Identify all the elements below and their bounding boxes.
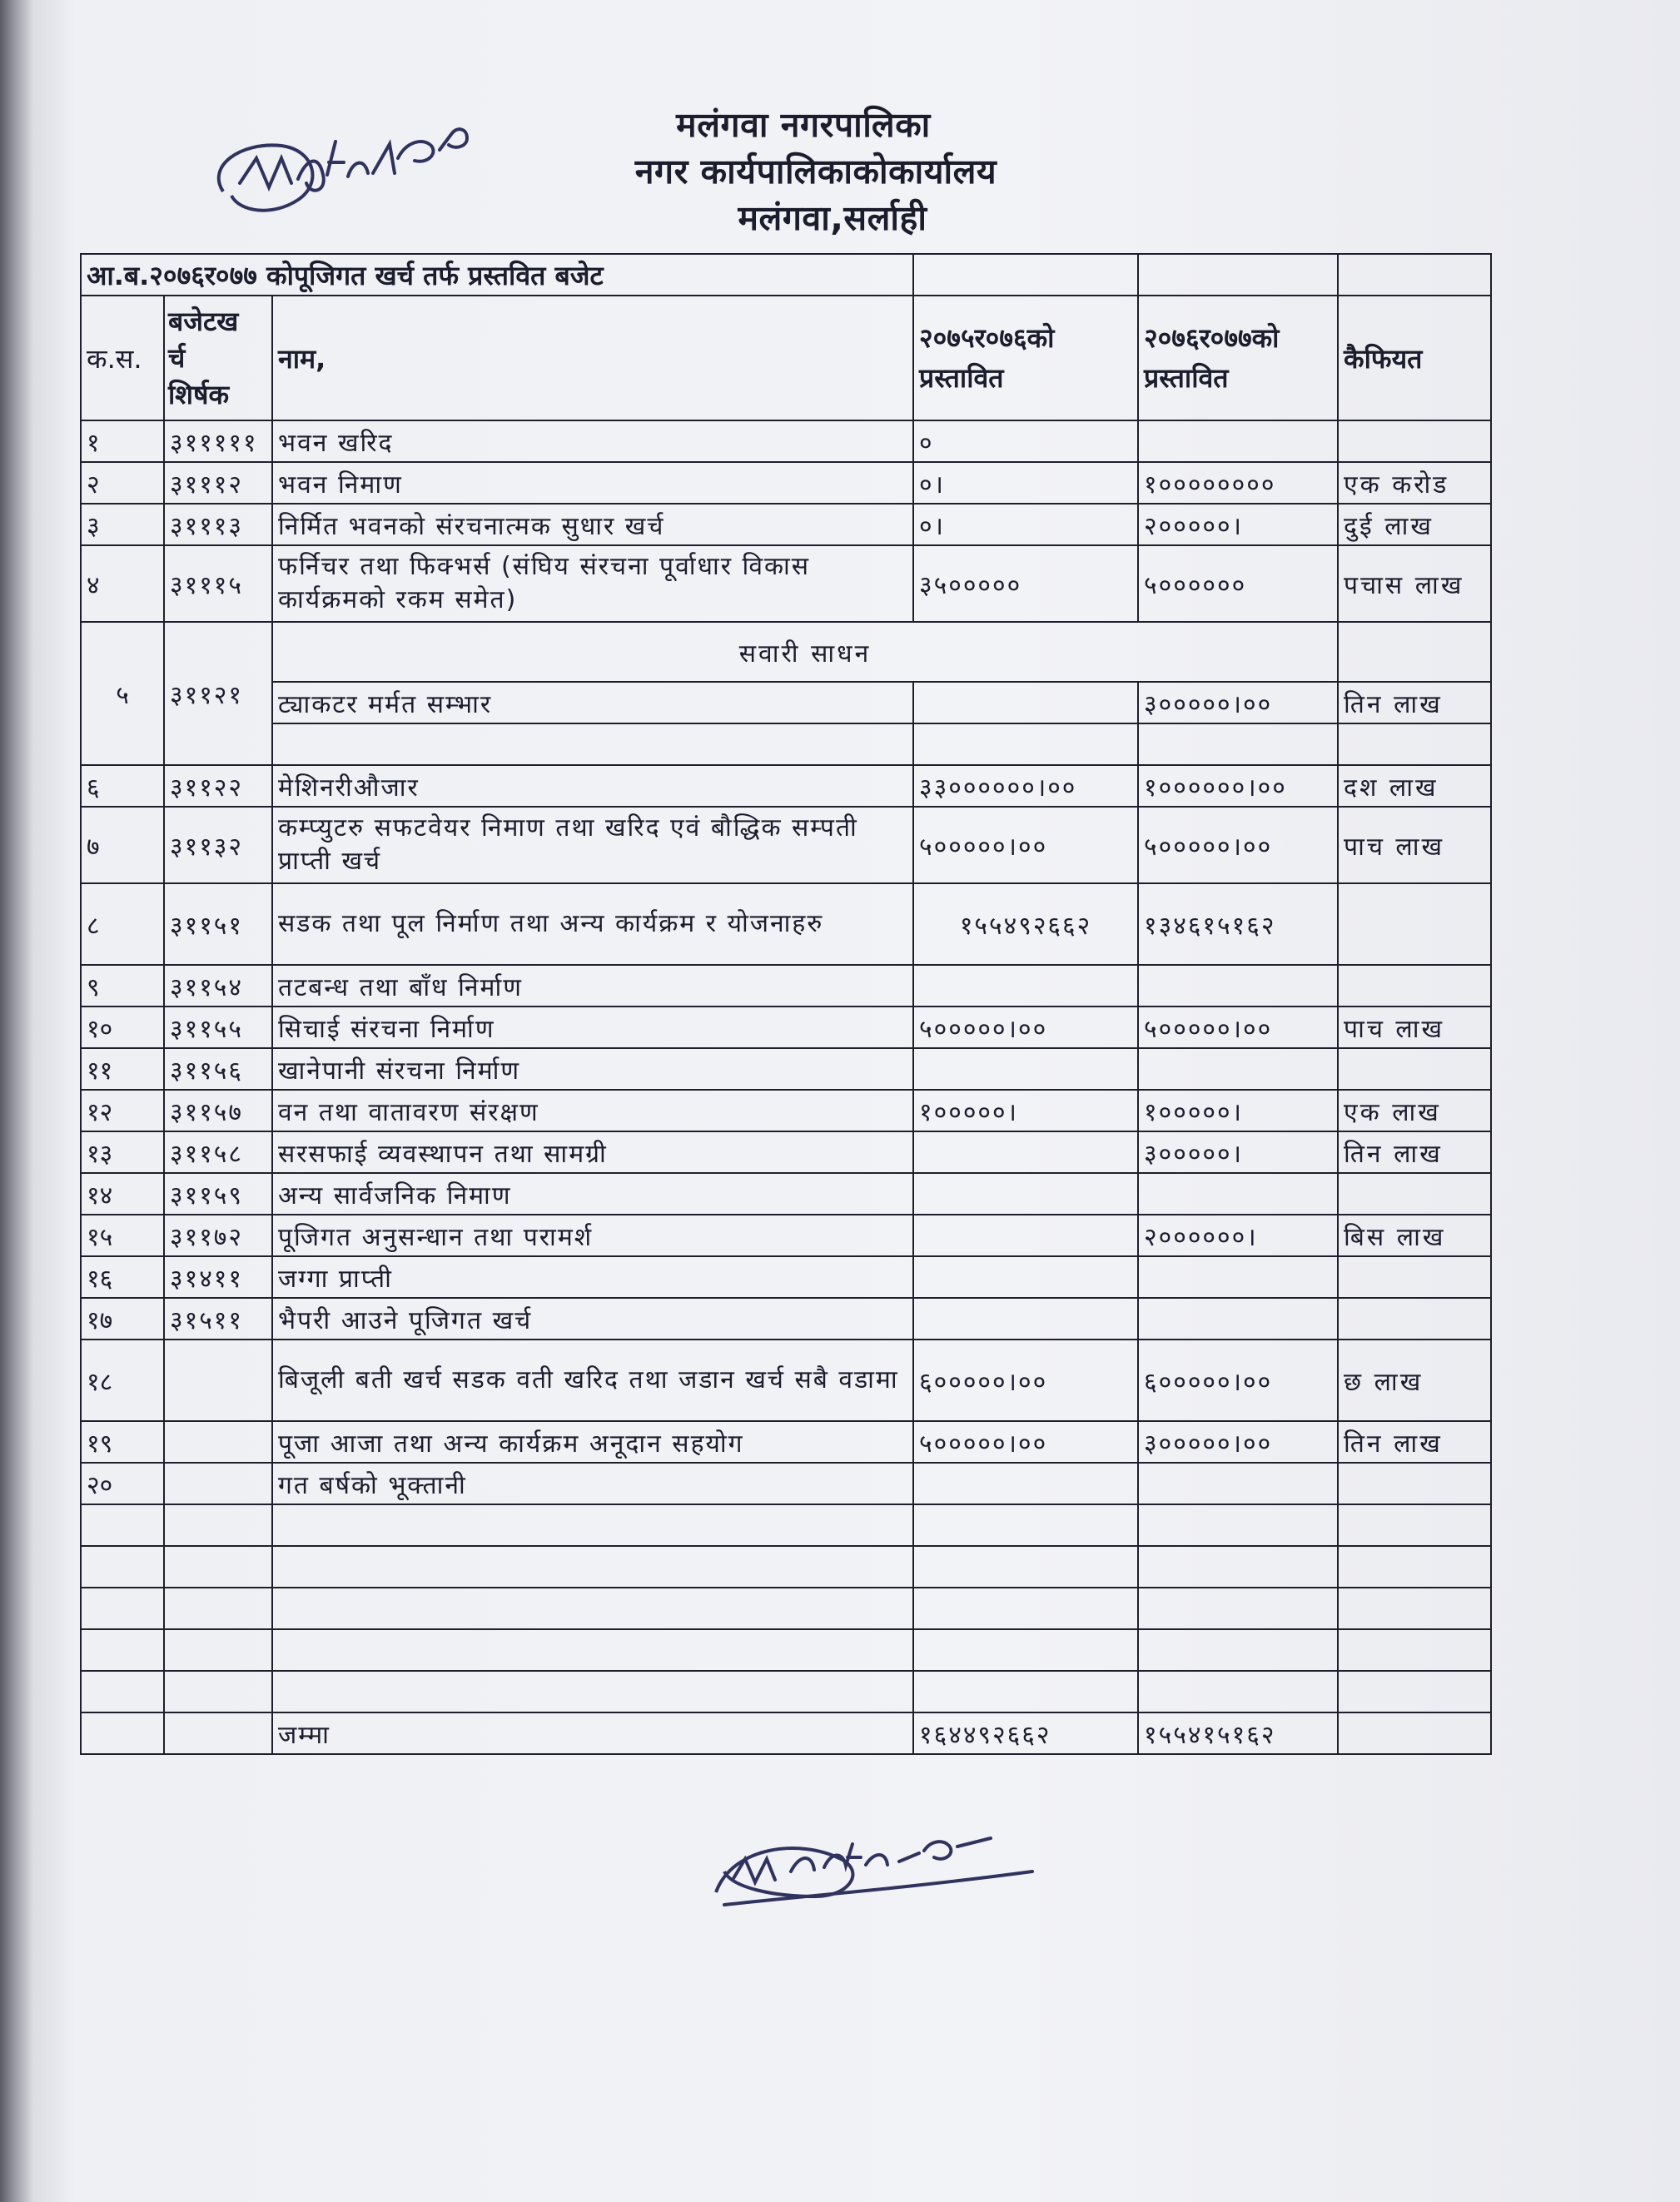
table-row: २० गत बर्षको भूक्तानी	[81, 1463, 1491, 1504]
table-title-row	[81, 254, 1491, 296]
total-label: जम्मा	[272, 1712, 913, 1754]
office-header	[574, 102, 1107, 241]
total-curr: १५५४१५१६२	[1138, 1712, 1338, 1754]
empty-row	[81, 1546, 1491, 1588]
table-row: २ ३१११२ भवन निमाण ०। १०००००००० एक करोड	[81, 462, 1491, 504]
table-row: ६ ३११२२ मेशिनरीऔजार ३३००००००।०० १००००००।०० दश लाख	[81, 765, 1491, 807]
empty-row	[81, 1504, 1491, 1546]
table-row: १९ पूजा आजा तथा अन्य कार्यक्रम अनूदान सहयोग ५०००००।०० ३०००००।०० तिन लाख	[81, 1421, 1491, 1463]
col-name-header: नाम,	[272, 296, 913, 420]
table-row: १० ३११५५ सिचाई संरचना निर्माण ५०००००।०० ५०००००।०० पाच लाख	[81, 1007, 1491, 1048]
header-row	[81, 296, 1491, 420]
table-row: १८ बिजूली बती खर्च सडक वती खरिद तथा जडान खर्च सबै वडामा ६०००००।०० ६०००००।०० छ लाख	[81, 1340, 1491, 1421]
total-row	[81, 1712, 1491, 1754]
table-row	[81, 723, 1491, 765]
table-row: १५ ३११७२ पूजिगत अनुसन्धान तथा परामर्श २००००००। बिस लाख	[81, 1215, 1491, 1256]
capital-budget-table	[80, 253, 1492, 1755]
table-row: १६ ३१४११ जग्गा प्राप्ती	[81, 1256, 1491, 1298]
table-row: ९ ३११५४ तटबन्ध तथा बाँध निर्माण	[81, 965, 1491, 1007]
table-row: ४ ३१११५ फर्निचर तथा फिक्भर्स (संघिय संरचना पूर्वाधार विकास कार्यक्रमको रकम समेत) ३५००००० ५०००००० पचास लाख	[81, 545, 1491, 622]
empty-row	[81, 1671, 1491, 1712]
signature-bottom	[699, 1813, 1066, 1921]
col-remark-header: कैफियत	[1338, 296, 1491, 420]
total-prev: १६४४९२६६२	[913, 1712, 1138, 1754]
empty-row	[81, 1588, 1491, 1629]
table-row: ८ ३११५१ सडक तथा पूल निर्माण तथा अन्य कार्यक्रम र योजनाहरु १५५४९२६६२ १३४६१५१६२	[81, 883, 1491, 965]
table-row: ७ ३११३२ कम्प्युटरु सफटवेयर निमाण तथा खरिद एवं बौद्धिक सम्पती प्राप्ती खर्च ५०००००।०० ५०००००।०० पाच लाख	[81, 807, 1491, 883]
col-sn-header: क.स.	[81, 296, 164, 420]
empty-row	[81, 1629, 1491, 1671]
col-code-header: बजेटख र्च शिर्षक	[164, 296, 272, 420]
office-name: नगर कार्यपालिकाकोकार्यालय	[634, 152, 997, 191]
office-location: मलंगवा,सर्लाही	[738, 198, 927, 238]
table-row: १४ ३११५९ अन्य सार्वजनिक निमाण	[81, 1173, 1491, 1215]
table-row: ३ ३१११३ निर्मित भवनको संरचनात्मक सुधार खर्च ०। २०००००। दुई लाख	[81, 504, 1491, 545]
vehicles-subheading: सवारी साधन	[272, 622, 1338, 682]
table-row: ५ ३११२१ सवारी साधन	[81, 622, 1491, 682]
table-title: आ.ब.२०७६र०७७ कोपूजिगत खर्च तर्फ प्रस्तवित बजेट	[81, 254, 913, 296]
table-row: १ ३१११११ भवन खरिद ०	[81, 420, 1491, 462]
table-row: १२ ३११५७ वन तथा वातावरण संरक्षण १०००००। १०००००। एक लाख	[81, 1090, 1491, 1131]
table-row: ११ ३११५६ खानेपानी संरचना निर्माण	[81, 1048, 1491, 1090]
municipality-name: मलंगवा नगरपालिका	[676, 105, 931, 145]
col-curr-header: २०७६र०७७को प्रस्तावित	[1138, 296, 1338, 420]
table-row: ट्याकटर मर्मत सम्भार ३०००००।०० तिन लाख	[81, 682, 1491, 723]
signature-top	[190, 100, 523, 233]
table-row: १७ ३१५११ भैपरी आउने पूजिगत खर्च	[81, 1298, 1491, 1340]
col-prev-header: २०७५र०७६को प्रस्तावित	[913, 296, 1138, 420]
table-row: १३ ३११५८ सरसफाई व्यवस्थापन तथा सामग्री ३०००००। तिन लाख	[81, 1131, 1491, 1173]
